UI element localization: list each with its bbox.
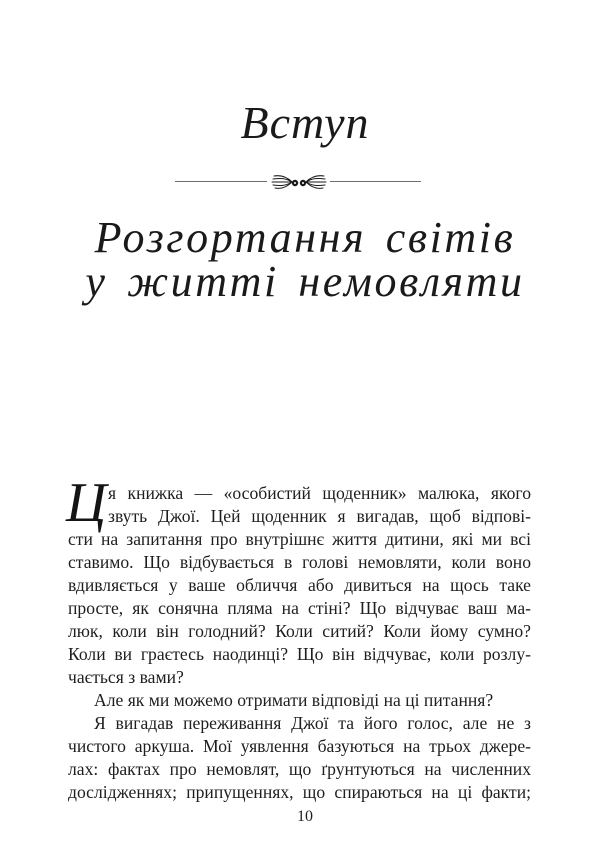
text-line: просте, як сонячна пляма на стіні? Що відчуває ваш ма- bbox=[68, 598, 531, 618]
text-line: Я вигадав переживання Джої та його голос, але не з bbox=[94, 713, 531, 733]
drop-cap: Ц bbox=[66, 472, 107, 534]
text-line: люк, коли він голодний? Коли ситий? Коли йому сумно? bbox=[68, 621, 531, 641]
divider-rule-right bbox=[330, 181, 421, 182]
paragraph bbox=[68, 689, 531, 712]
text-line: чистого аркуша. Мої уявлення базуються на трьох джере- bbox=[68, 736, 531, 756]
text-line: лах: фактах про немовлят, що ґрунтуються на численних bbox=[68, 759, 531, 779]
subtitle-line: у житті немовляти bbox=[85, 257, 525, 306]
paragraph bbox=[68, 712, 531, 804]
text-line: я книжка — «особистий щоденник» малюка, якого bbox=[108, 483, 531, 503]
chapter-subtitle bbox=[0, 213, 610, 306]
text-line: дослідженнях; припущеннях, що спираються на ці факти; bbox=[68, 782, 531, 802]
subtitle-line: Розгортання світів bbox=[94, 213, 516, 262]
text-line: Але як ми можемо отримати відповіді на ці питання? bbox=[94, 690, 494, 710]
fleuron-divider-icon bbox=[270, 172, 328, 192]
body-text bbox=[66, 472, 531, 804]
page-number: 10 bbox=[297, 808, 313, 825]
text-line: ставимо. Що відбувається в голові немовляти, коли воно bbox=[68, 552, 531, 572]
divider-rule-left bbox=[175, 181, 267, 182]
paragraph bbox=[68, 482, 531, 689]
text-line: чається з вами? bbox=[68, 667, 184, 687]
text-line: Коли ви граєтесь наодинці? Що він відчуває, коли розлу- bbox=[68, 644, 531, 664]
title-divider bbox=[0, 172, 610, 192]
text-line: звуть Джої. Цей щоденник я вигадав, щоб відпові- bbox=[108, 506, 531, 526]
chapter-title: Вступ bbox=[240, 97, 370, 148]
text-line: вдивляється у ваше обличчя або дивиться на щось таке bbox=[68, 575, 531, 595]
text-line: сти на запитання про внутрішнє життя дитини, які ми всі bbox=[68, 529, 531, 549]
